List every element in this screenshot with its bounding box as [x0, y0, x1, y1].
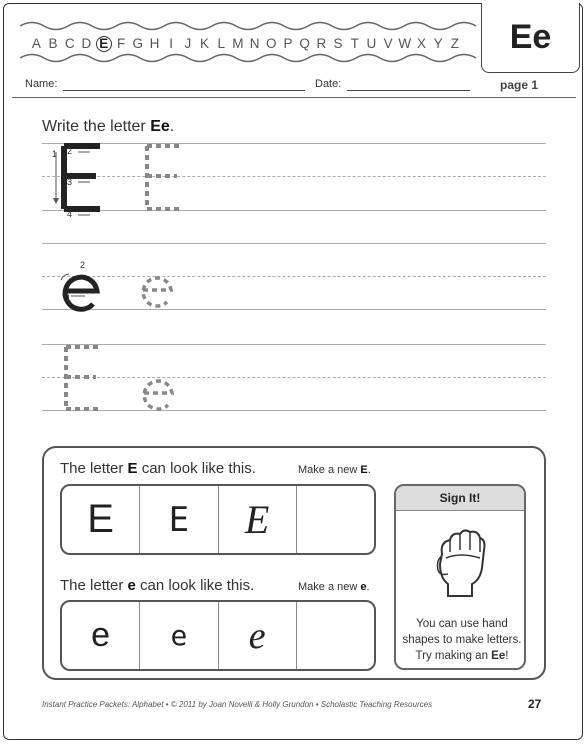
alphabet-letter: U — [366, 36, 377, 51]
lower-example-cell — [140, 602, 218, 669]
header-divider — [12, 97, 576, 98]
date-field[interactable] — [347, 90, 470, 91]
alphabet-letter: F — [116, 36, 126, 51]
footer-credit: Instant Practice Packets: Alphabet • © 2011 by Joan Novelli & Holly Grundon • Scholastic Teaching Resources — [42, 700, 433, 709]
text: Try making an — [415, 650, 492, 662]
stroke-number: 1 — [52, 149, 58, 159]
lower-example-sans: e — [91, 616, 111, 654]
alphabet-letter: R — [316, 36, 327, 51]
text: can look like this. — [137, 460, 256, 477]
text-letter: Ee — [491, 650, 506, 662]
upper-example-cell — [140, 486, 218, 553]
sign-it-line: You can use hand — [416, 618, 508, 630]
alphabet-letter: O — [266, 36, 277, 51]
alphabet-letter: G — [132, 36, 144, 51]
upper-draw-cell[interactable] — [297, 486, 374, 553]
sign-it-line: shapes to make letters. — [402, 634, 522, 646]
upper-example-italic: E — [244, 497, 270, 542]
text-letter: E — [360, 464, 368, 476]
alphabet-letter: N — [249, 36, 260, 51]
upper-make-new-label — [298, 464, 371, 476]
text: Make a new — [298, 464, 361, 476]
lower-example-cell — [62, 602, 140, 669]
text: Make a new — [298, 581, 361, 593]
lower-example-italic: e — [248, 614, 266, 657]
name-field[interactable] — [63, 90, 305, 91]
practice-title-text: Write the letter — [42, 118, 151, 135]
writing-row-2-top[interactable] — [42, 243, 546, 244]
practice-title — [42, 118, 174, 136]
stroke-number: 1 — [66, 293, 72, 303]
traced-letters-row — [58, 343, 198, 415]
upper-example-cell — [62, 486, 140, 553]
practice-title-letter: Ee — [150, 118, 170, 135]
alphabet-letter: L — [217, 36, 225, 51]
page-label: page 1 — [500, 78, 539, 92]
alphabet-letter: M — [232, 36, 244, 51]
lower-forms-label — [60, 577, 254, 594]
text-letter: e — [127, 577, 136, 594]
upper-forms-box — [60, 484, 376, 555]
stroke-number: 2 — [80, 260, 86, 270]
model-lower-e-strokes — [55, 262, 195, 318]
alphabet-banner — [20, 16, 480, 64]
lower-forms-box — [60, 600, 376, 671]
upper-example-cell — [219, 486, 297, 553]
alphabet-letter: P — [283, 36, 293, 51]
hand-sign-e-icon — [432, 526, 492, 598]
alphabet-letters — [28, 36, 463, 52]
alphabet-letter: Y — [433, 36, 443, 51]
lower-make-new-label — [298, 581, 370, 593]
alphabet-letter: J — [184, 36, 192, 51]
lower-example-cell — [219, 602, 297, 669]
date-label: Date: — [315, 78, 342, 90]
upper-example-sans: E — [87, 497, 114, 541]
sign-it-line — [402, 648, 522, 664]
alphabet-letter: Z — [450, 36, 459, 51]
alphabet-letter: V — [383, 36, 393, 51]
text: ! — [505, 650, 509, 662]
alphabet-letter: B — [48, 36, 58, 51]
text: The letter — [60, 460, 128, 477]
alphabet-letter: A — [31, 36, 41, 51]
lower-draw-cell[interactable] — [297, 602, 374, 669]
sign-it-box — [394, 484, 526, 670]
alphabet-letter: T — [350, 36, 359, 51]
alphabet-letter-highlighted: E — [96, 36, 112, 52]
alphabet-letter: Q — [299, 36, 310, 51]
page-number: 27 — [528, 697, 542, 711]
alphabet-letter: I — [169, 36, 174, 51]
text: . — [367, 464, 371, 476]
lower-example-mono: e — [170, 619, 188, 652]
alphabet-letter: X — [416, 36, 426, 51]
sign-it-title: Sign It! — [396, 486, 524, 511]
text: can look like this. — [135, 577, 255, 594]
upper-forms-label — [60, 460, 256, 477]
text: The letter — [60, 577, 128, 594]
text-letter: e — [360, 581, 367, 593]
name-label: Name: — [25, 78, 58, 90]
alphabet-letter: K — [200, 36, 210, 51]
alphabet-letter: S — [333, 36, 343, 51]
upper-example-mono: E — [168, 499, 190, 540]
letter-tab: Ee — [481, 3, 580, 73]
stroke-number: 2 — [67, 146, 73, 156]
sign-it-text — [402, 616, 522, 664]
alphabet-letter: W — [398, 36, 412, 51]
text-letter: E — [127, 460, 138, 477]
stroke-number: 3 — [67, 177, 73, 187]
alphabet-letter: H — [149, 36, 160, 51]
alphabet-letter: C — [64, 36, 75, 51]
stroke-number: 4 — [67, 209, 73, 219]
text: . — [366, 581, 370, 593]
alphabet-letter: D — [81, 36, 92, 51]
practice-title-suffix: . — [169, 118, 175, 135]
